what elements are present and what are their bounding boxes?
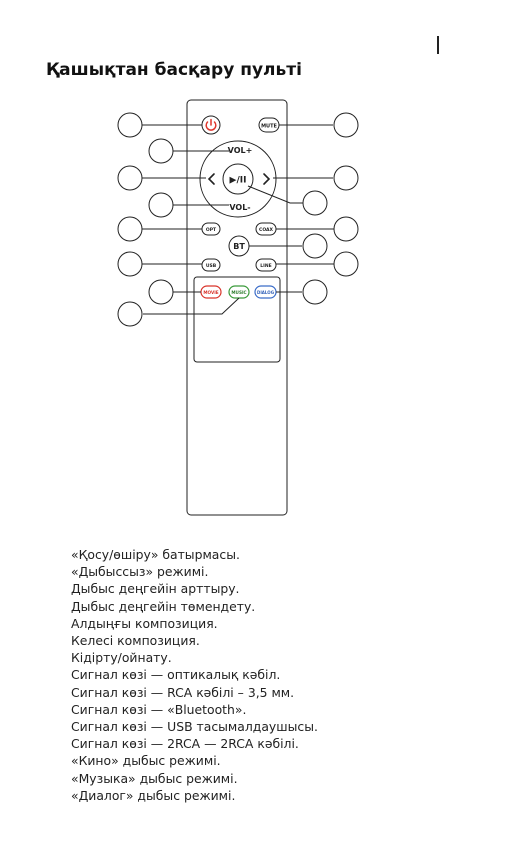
usb-label: USB [205, 264, 217, 269]
usb-button[interactable] [202, 259, 220, 271]
play-pause-label: ▶/II [229, 175, 247, 186]
movie-label: MOVIE [203, 290, 219, 295]
mute-label: MUTE [261, 123, 277, 130]
opt-label: OPT [205, 228, 217, 233]
line-button[interactable] [256, 259, 276, 271]
description-item: Сигнал көзі — 2RCA — 2RCA кәбілі. [71, 736, 299, 752]
mute-button[interactable] [259, 118, 279, 132]
coax-button[interactable] [256, 223, 276, 235]
callout-9 [334, 217, 358, 241]
description-item: Кідірту/ойнату. [71, 650, 172, 666]
description-item: «Музыка» дыбыс режимі. [71, 770, 238, 786]
callout-6 [334, 166, 358, 190]
callout-5 [118, 166, 142, 190]
music-button[interactable] [229, 286, 249, 298]
power-button[interactable] [202, 116, 220, 134]
play-pause-button[interactable] [223, 164, 253, 194]
callout-12 [334, 252, 358, 276]
callout-1 [118, 113, 142, 137]
description-item: «Кино» дыбыс режимі. [71, 753, 221, 769]
description-item: «Қосу/өшіру» батырмасы. [71, 547, 240, 562]
callout-15 [303, 280, 327, 304]
bt-button[interactable] [229, 236, 249, 256]
description-item: Сигнал көзі — USB тасымалдаушысы. [71, 719, 318, 735]
description-item: «Диалог» дыбыс режимі. [71, 787, 236, 803]
line-label: LINE [260, 264, 272, 269]
page-title: Қашықтан басқару пульті [46, 60, 302, 80]
description-item: Сигнал көзі — «Bluetooth». [71, 701, 247, 717]
callout-8 [118, 217, 142, 241]
description-item: Дыбыс деңгейін арттыру. [71, 581, 240, 597]
vol-up-label: VOL+ [227, 146, 253, 155]
description-item: Дыбыс деңгейін төмендету. [71, 598, 256, 614]
callout-13 [149, 280, 173, 304]
dialog-label: DIALOG [257, 290, 274, 295]
button-description-list [71, 546, 318, 804]
movie-button[interactable] [201, 286, 221, 298]
description-item: Келесі композиция. [71, 633, 200, 649]
coax-label: COAX [259, 228, 273, 233]
callout-3 [149, 139, 173, 163]
callout-10 [303, 234, 327, 258]
callout-7 [303, 191, 327, 215]
music-label: MUSIC [231, 290, 247, 295]
description-item: Сигнал көзі — RCA кәбілі – 3,5 мм. [71, 684, 295, 700]
description-item: Сигнал көзі — оптикалық кәбіл. [71, 667, 281, 683]
callout-11 [118, 252, 142, 276]
opt-button[interactable] [202, 223, 220, 235]
vol-down-label: VOL- [229, 203, 251, 212]
dialog-button[interactable] [255, 286, 276, 298]
callout-14 [118, 302, 142, 326]
bt-label: BT [233, 242, 245, 251]
description-item: Алдыңғы композиция. [71, 615, 218, 631]
callout-2 [334, 113, 358, 137]
description-item: «Дыбыссыз» режимі. [71, 564, 209, 580]
callout-4 [149, 193, 173, 217]
